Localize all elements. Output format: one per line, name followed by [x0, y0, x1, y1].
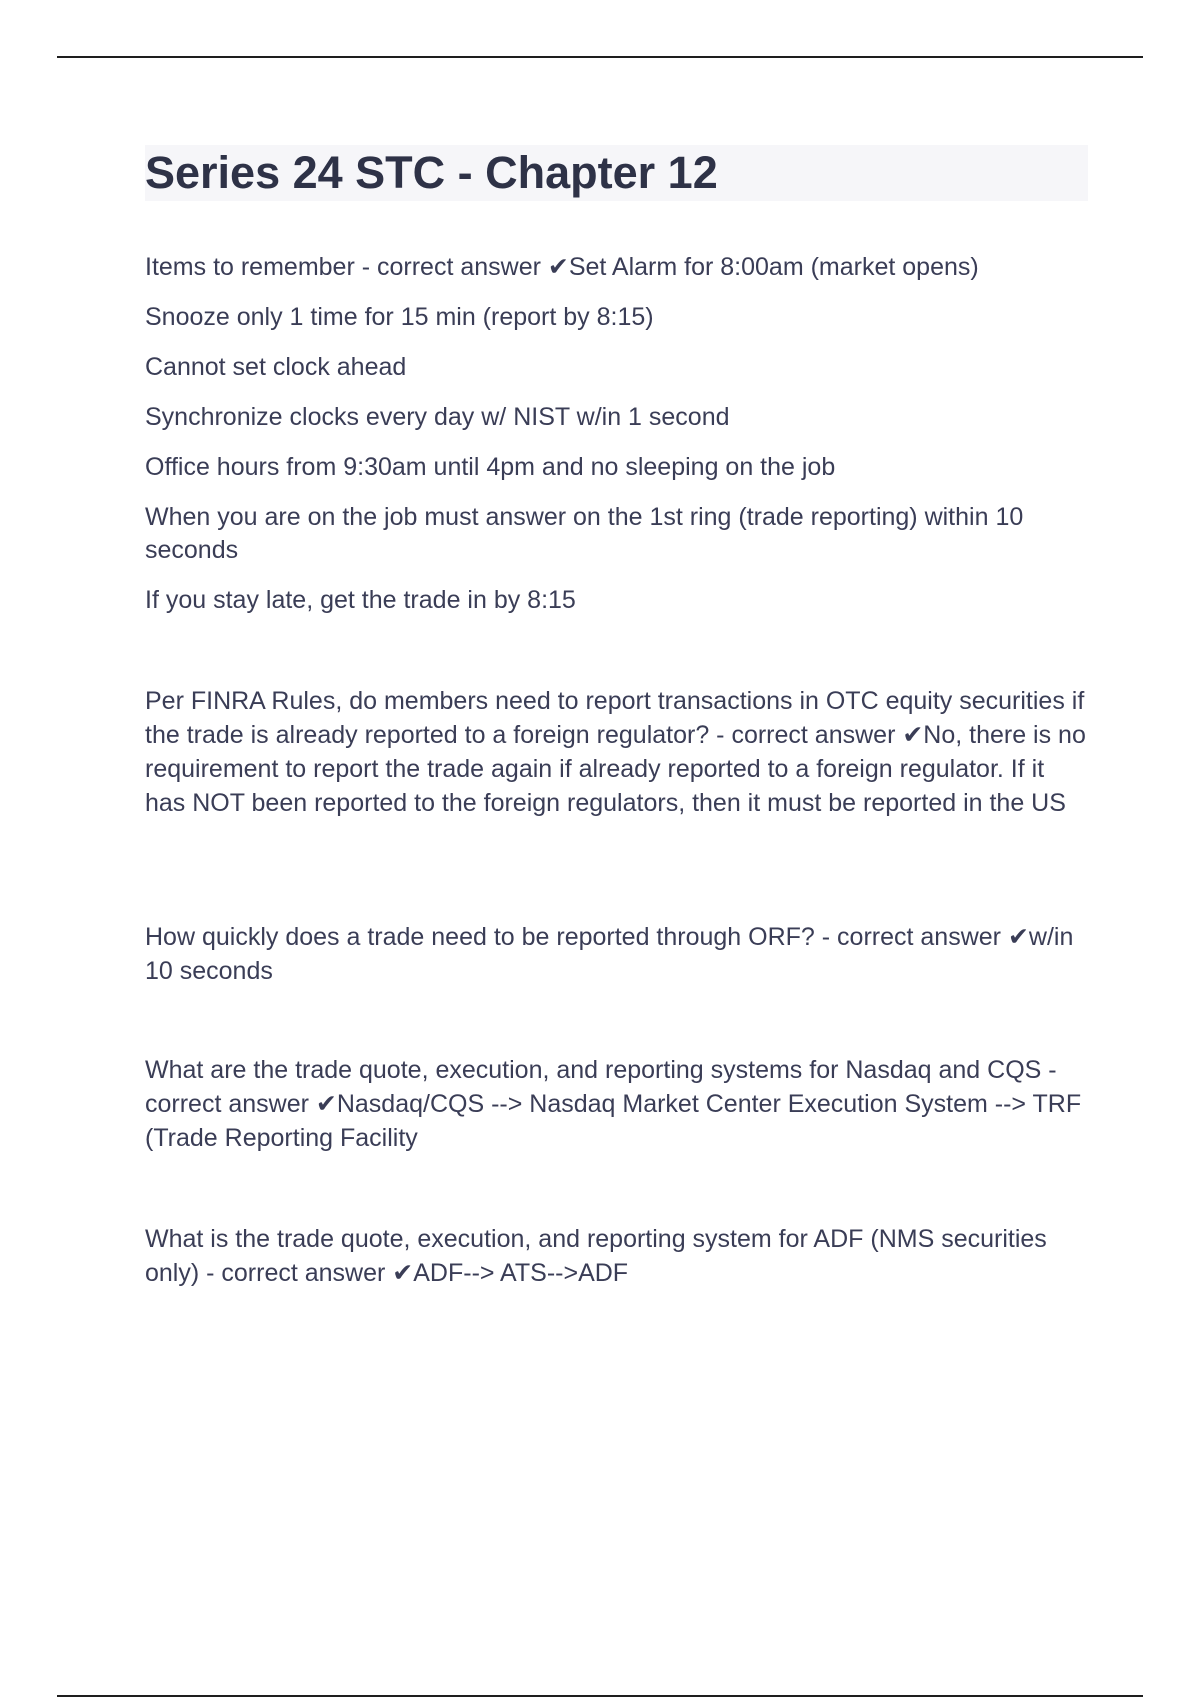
adf-question-text: What is the trade quote, execution, and reporting system for ADF (NMS securities only) - correct answer ✔ADF--> ATS-->ADF — [145, 1225, 1047, 1287]
top-rule — [57, 56, 1143, 58]
bottom-rule — [57, 1695, 1143, 1697]
orf-question-text: How quickly does a trade need to be reported through ORF? - correct answer ✔w/in 10 seconds — [145, 923, 1074, 985]
finra-question-text: Per FINRA Rules, do members need to report transactions in OTC equity securities if the trade is already reported to a foreign regulator? - correct answer ✔No, there is no requirement to report the trade again if already reported to a foreign regulator. If it has NOT been reported to the foreign regulators, then it must be reported in the US — [145, 687, 1086, 817]
items-line: If you stay late, get the trade in by 8:15 — [145, 586, 576, 614]
items-line: When you are on the job must answer on the 1st ring (trade reporting) within 10 seconds — [145, 503, 1024, 564]
items-line: Snooze only 1 time for 15 min (report by 8:15) — [145, 303, 654, 331]
items-to-remember-section — [145, 251, 1090, 617]
nasdaq-question-text: What are the trade quote, execution, and reporting systems for Nasdaq and CQS - correct answer ✔Nasdaq/CQS --> Nasdaq Market Center Execution System --> TRF (Trade Reporting Facility — [145, 1056, 1082, 1152]
items-line: Synchronize clocks every day w/ NIST w/in 1 second — [145, 403, 730, 431]
adf-question — [145, 1222, 1090, 1290]
page-title: Series 24 STC - Chapter 12 — [145, 147, 718, 198]
orf-question — [145, 920, 1090, 988]
nasdaq-question — [145, 1053, 1090, 1155]
finra-question — [145, 684, 1090, 820]
items-line: Items to remember - correct answer ✔Set Alarm for 8:00am (market opens) — [145, 253, 979, 281]
items-line: Cannot set clock ahead — [145, 353, 407, 381]
items-line: Office hours from 9:30am until 4pm and no sleeping on the job — [145, 453, 836, 481]
